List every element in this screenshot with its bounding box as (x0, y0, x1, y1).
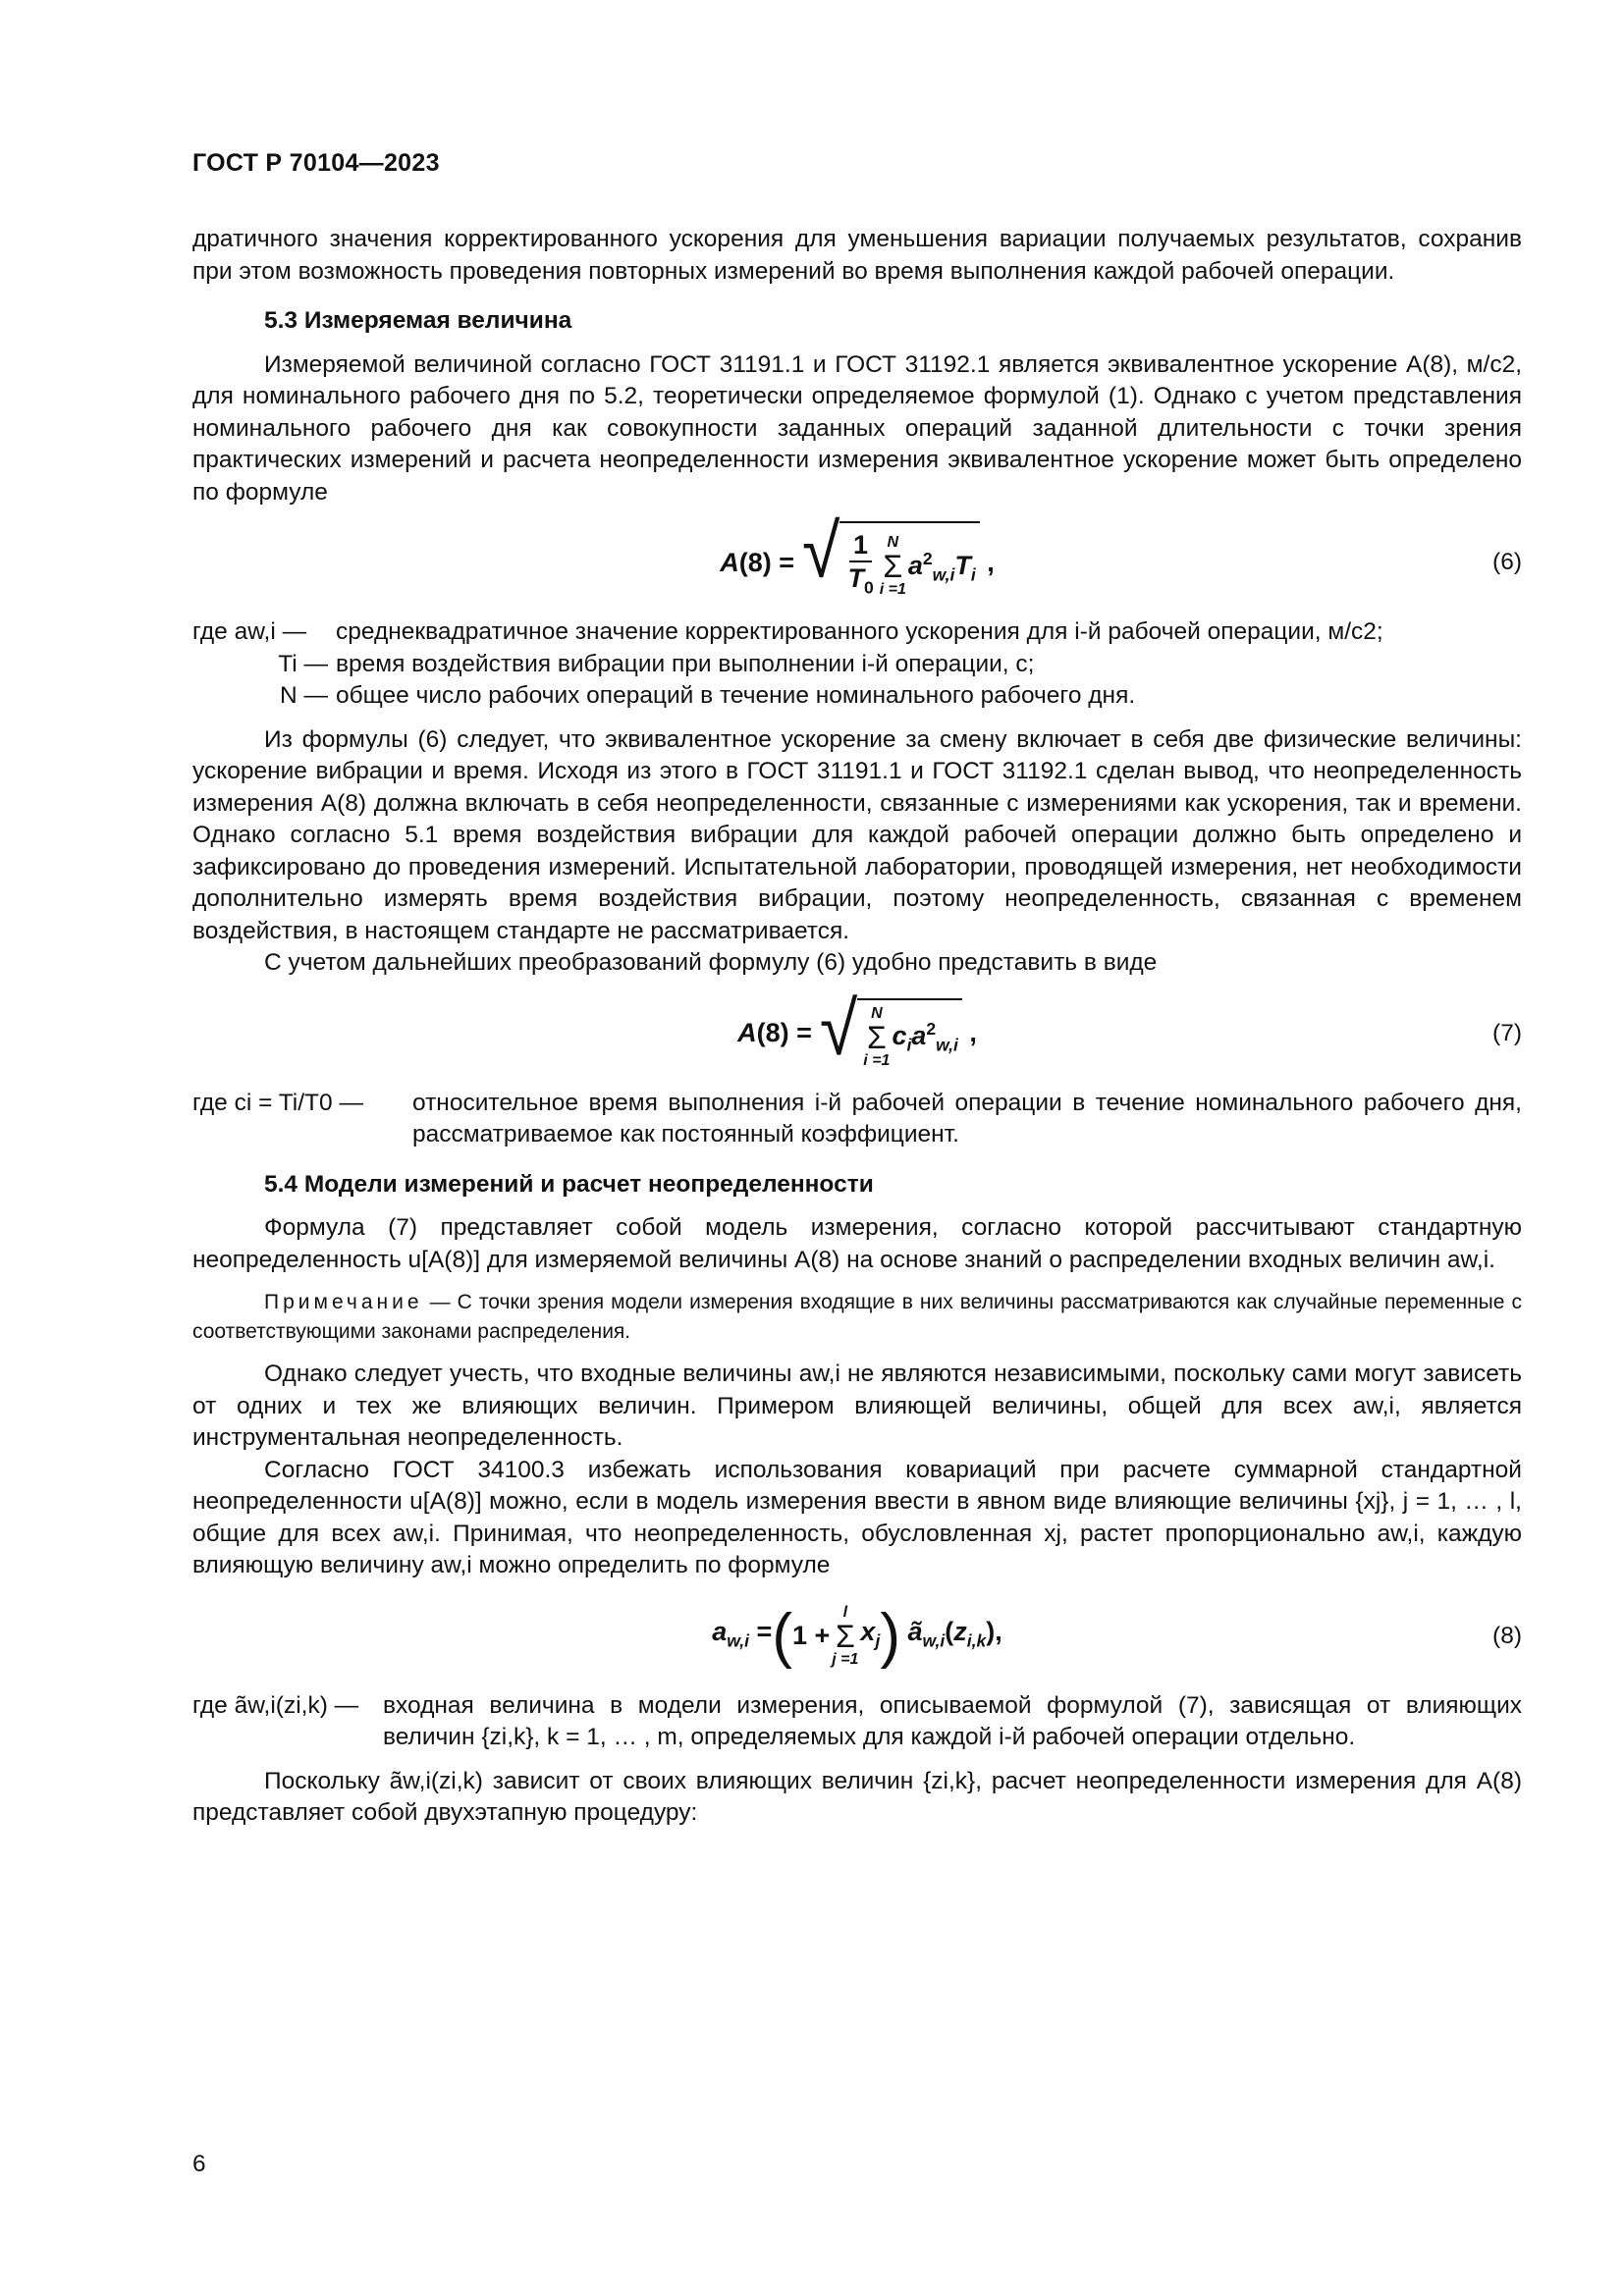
section-5-3-paragraph-3: С учетом дальнейших преобразований формулу (6) удобно представить в виде (264, 949, 1158, 976)
definition-row: где aw,i — среднеквадратичное значение корректированного ускорения для i-й рабочей операции, м/с2; (192, 618, 1383, 645)
section-5-4-paragraph-2: Однако следует учесть, что входные величины aw,i не являются независимыми, поскольку сами могут зависеть от одних и тех же влияющих величин. Примером влияющей величины, общей для всех aw,i, является инструментальная неопределенность. (192, 1361, 1522, 1451)
page-number: 6 (192, 2151, 206, 2177)
where-list-8: где ãw,i(zi,k) — входная величина в модели измерения, описываемой формулой (7), зависящая от влияющих величин {zi,k}, k = 1, … , m, определяемых для каждой i-й рабочей операции отдельно. (192, 1691, 1522, 1750)
definition-row: N — общее число рабочих операций в течение номинального рабочего дня. (280, 682, 1136, 709)
section-5-4-paragraph-1: Формула (7) представляет собой модель измерения, согласно которой рассчитывают стандартную неопределенность u[A(8)] для измеряемой величины A(8) на основе знаний о распределении входных величин aw,i. (192, 1214, 1522, 1273)
section-5-3-heading: 5.3 Измеряемая величина (264, 307, 572, 334)
equation-number-8: (8) (1492, 1622, 1522, 1649)
document-header: ГОСТ Р 70104—2023 (192, 149, 440, 177)
definition-row: Ti — время воздействия вибрации при выполнении i-й операции, с; (278, 650, 1035, 677)
continuation-paragraph: дратичного значения корректированного ускорения для уменьшения вариации получаемых результатов, сохранив при этом возможность проведения повторных измерений во время выполнения каждой рабочей операции. (192, 226, 1522, 285)
section-5-3-paragraph-2: Из формулы (6) следует, что эквивалентное ускорение за смену включает в себя две физические величины: ускорение вибрации и время. Исходя из этого в ГОСТ 31191.1 и ГОСТ 31192.1 сделан вывод, что неопределенность измерения A(8) должна включать в себя неопределенности, связанные с измерениями как ускорения, так и времени. Однако согласно 5.1 время воздействия вибрации для каждой рабочей операции должно быть определено и зафиксировано до проведения измерений. Испытательной лаборатории, проводящей измерения, нет необходимости дополнительно измерять время воздействия вибрации, поэтому неопределенность, связанная с временем воздействия, в настоящем стандарте не рассматривается. (192, 725, 1522, 944)
where-list-6 (192, 616, 1522, 713)
formula-7: A(8) = √ N Σ i =1 $c_ia^2_{w,i}$ , (7) (737, 986, 1522, 1070)
section-5-4-paragraph-3: Согласно ГОСТ 34100.3 избежать использования ковариаций при расчете суммарной стандартной неопределенности u[A(8)] можно, если в модель измерения ввести в явном виде влияющие величины {xj}, j = 1, … , l, общие для всех aw,i. Принимая, что неопределенность, обусловленная xj, растет пропорционально aw,i, каждую влияющую величину aw,i можно определить по формуле (192, 1456, 1522, 1578)
section-5-4-paragraph-4: Поскольку ãw,i(zi,k) зависит от своих влияющих величин {zi,k}, расчет неопределенности измерения для A(8) представляет собой двухэтапную процедуру: (192, 1767, 1522, 1826)
note-text: — С точки зрения модели измерения входящие в них величины рассматриваются как случайные переменные с соответствующими законами распределения. (192, 1291, 1522, 1343)
note-label: Примечание (264, 1291, 423, 1313)
formula-6: A(8) = √ $\frac{1}{T_0}$ N Σ i =1 $a^2_{w,i}T_i$ , (6) (192, 508, 1522, 616)
document-body (192, 224, 1522, 1830)
section-5-4-heading: 5.4 Модели измерений и расчет неопределенности (264, 1170, 874, 1198)
note (192, 1288, 1522, 1347)
equation-number-7: (7) (1492, 1019, 1522, 1046)
section-5-3-paragraph: Измеряемой величиной согласно ГОСТ 31191.1 и ГОСТ 31192.1 является эквивалентное ускорение A(8), м/с2, для номинального рабочего дня по 5.2, теоретически определяемое формулой (1). Однако с учетом представления номинального рабочего дня как совокупности заданных операций заданной длительности с точки зрения практических измерений и расчета неопределенности измерения эквивалентное ускорение может быть определено по формуле (192, 350, 1522, 506)
formula-8: $a_{w,i}$ = ( 1 + l Σ j =1 $x_j$ ) $ã_{w,i}(z_{i,k})$, (8) (712, 1601, 1522, 1670)
where-list-7: где ci = Ti/T0 — относительное время выполнения i-й рабочей операции в течение номинального рабочего дня, рассматриваемое как постоянный коэффициент. (192, 1089, 1522, 1148)
equation-number-6: (6) (1492, 548, 1522, 575)
